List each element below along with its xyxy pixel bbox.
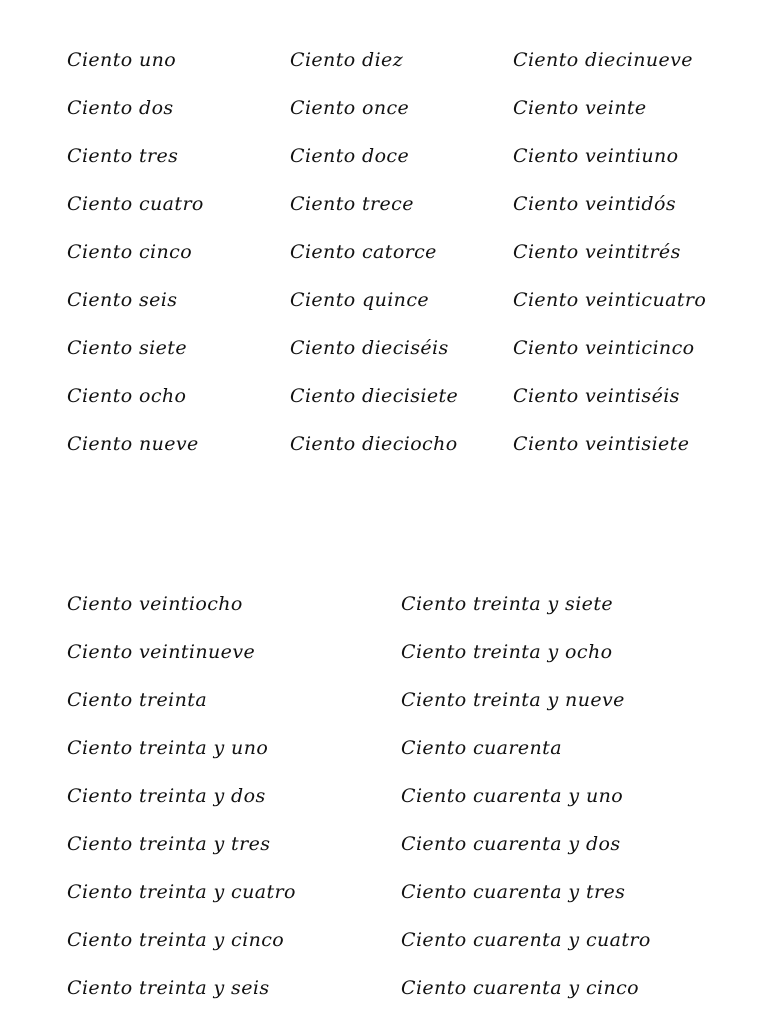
number-word-line: Ciento treinta y siete xyxy=(401,593,614,615)
number-word-line: Ciento cuarenta y dos xyxy=(401,833,621,855)
column-2 xyxy=(401,582,651,1014)
number-word-line: Ciento dieciséis xyxy=(290,337,449,359)
number-word-line: Ciento cuatro xyxy=(67,193,204,215)
number-word-line: Ciento catorce xyxy=(290,241,437,263)
number-word-line: Ciento doce xyxy=(290,145,410,167)
number-word-line: Ciento treinta y tres xyxy=(67,833,271,855)
number-word-line: Ciento veintisiete xyxy=(513,433,690,455)
number-word-line: Ciento diecisiete xyxy=(290,385,459,407)
column-1 xyxy=(67,38,204,470)
number-word-line: Ciento treinta y seis xyxy=(67,977,270,999)
number-word-line: Ciento siete xyxy=(67,337,187,359)
number-word-line: Ciento veintiuno xyxy=(513,145,679,167)
number-word-line: Ciento tres xyxy=(67,145,179,167)
number-word-line: Ciento cuarenta y cinco xyxy=(401,977,639,999)
number-word-line: Ciento veintidós xyxy=(513,193,676,215)
number-word-line: Ciento treinta xyxy=(67,689,208,711)
number-word-line: Ciento treinta y cinco xyxy=(67,929,285,951)
number-word-line: Ciento diez xyxy=(290,49,404,71)
number-word-line: Ciento quince xyxy=(290,289,430,311)
number-word-line: Ciento dieciocho xyxy=(290,433,458,455)
number-word-line: Ciento veintitrés xyxy=(513,241,681,263)
number-word-line: Ciento diecinueve xyxy=(513,49,693,71)
number-word-line: Ciento treinta y nueve xyxy=(401,689,625,711)
number-word-line: Ciento veintiocho xyxy=(67,593,243,615)
number-word-line: Ciento seis xyxy=(67,289,178,311)
number-word-line: Ciento cinco xyxy=(67,241,193,263)
number-word-line: Ciento nueve xyxy=(67,433,199,455)
number-word-line: Ciento treinta y dos xyxy=(67,785,266,807)
number-word-line: Ciento veintiséis xyxy=(513,385,680,407)
column-3 xyxy=(513,38,706,470)
number-word-line: Ciento ocho xyxy=(67,385,187,407)
column-1 xyxy=(67,582,296,1014)
number-word-line: Ciento cuarenta y tres xyxy=(401,881,626,903)
number-word-line: Ciento treinta y ocho xyxy=(401,641,613,663)
number-word-line: Ciento treinta y uno xyxy=(67,737,269,759)
number-word-line: Ciento once xyxy=(290,97,410,119)
number-word-line: Ciento uno xyxy=(67,49,177,71)
number-word-line: Ciento veinticuatro xyxy=(513,289,707,311)
number-word-line: Ciento veinticinco xyxy=(513,337,695,359)
number-word-line: Ciento cuarenta xyxy=(401,737,562,759)
number-word-line: Ciento trece xyxy=(290,193,414,215)
column-2 xyxy=(290,38,458,470)
number-word-line: Ciento veintinueve xyxy=(67,641,256,663)
number-word-line: Ciento cuarenta y cuatro xyxy=(401,929,651,951)
number-word-line: Ciento treinta y cuatro xyxy=(67,881,296,903)
number-word-line: Ciento dos xyxy=(67,97,174,119)
number-word-line: Ciento cuarenta y uno xyxy=(401,785,624,807)
number-word-line: Ciento veinte xyxy=(513,97,647,119)
